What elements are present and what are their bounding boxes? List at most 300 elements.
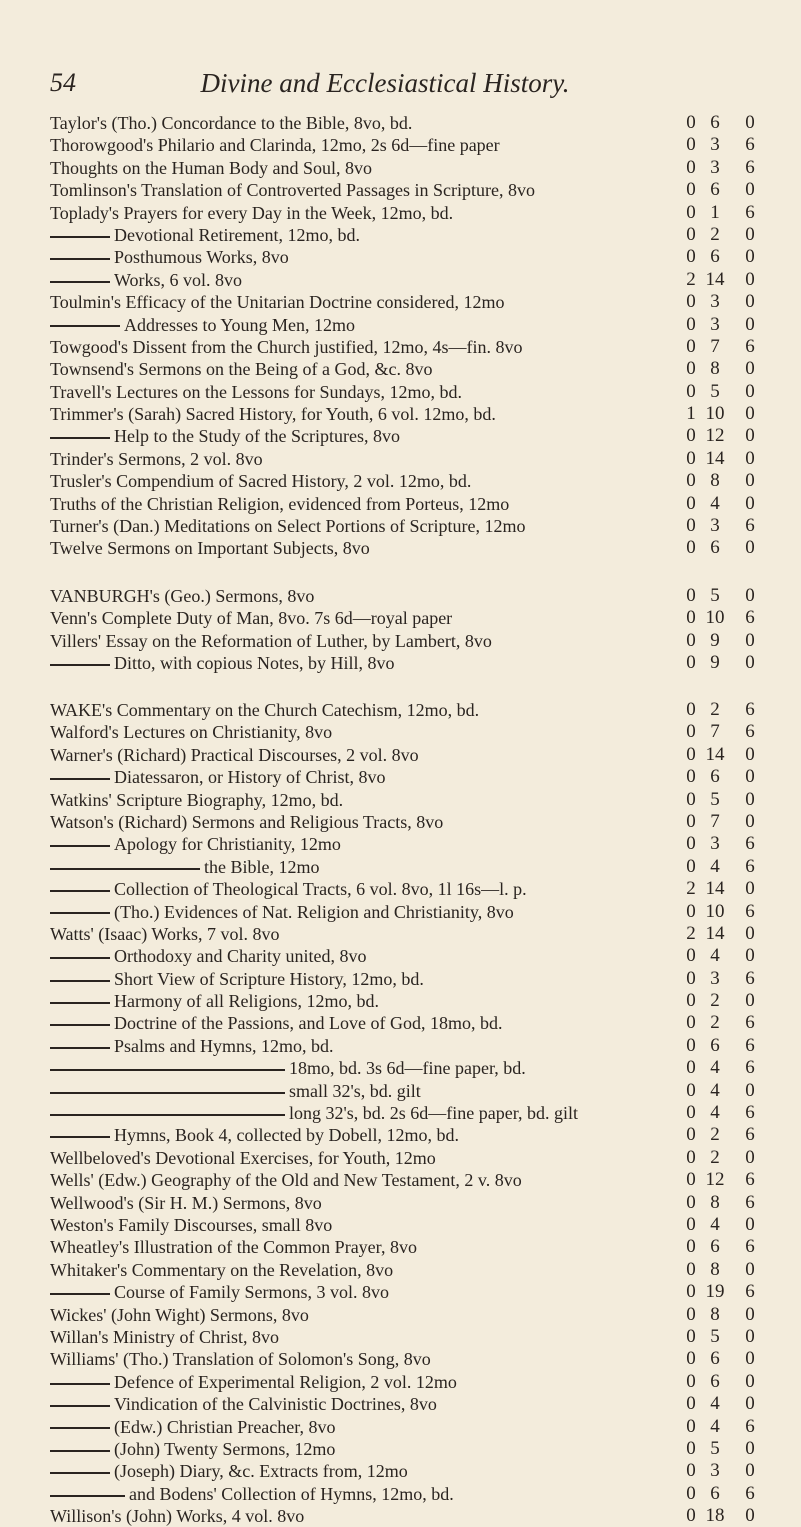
price-shillings: 3 <box>710 1460 720 1482</box>
price-shillings: 3 <box>710 291 720 313</box>
entry-title <box>50 537 646 559</box>
price-pence: 6 <box>745 1102 755 1124</box>
price-shillings: 3 <box>710 515 720 537</box>
price-pounds: 0 <box>686 699 696 720</box>
price-pounds: 0 <box>686 1169 696 1191</box>
price-pence: 0 <box>745 743 755 765</box>
catalogue-entry <box>0 1192 801 1214</box>
ditto-dash <box>50 325 120 327</box>
catalogue-entry <box>0 1124 801 1146</box>
catalogue-entry <box>0 968 801 990</box>
price-shillings: 2 <box>710 1012 720 1034</box>
price-shillings: 6 <box>710 1236 720 1258</box>
price-shillings: 5 <box>710 585 720 606</box>
catalogue-entry <box>0 291 801 313</box>
catalogue-entry <box>0 1236 801 1258</box>
entry-title <box>50 112 646 134</box>
price-pence: 0 <box>745 447 755 469</box>
price-pence: 0 <box>745 470 755 492</box>
price-shillings: 4 <box>710 1057 720 1079</box>
ditto-dash <box>50 281 110 283</box>
price-pence: 0 <box>745 766 755 788</box>
price-pounds: 0 <box>686 1415 696 1437</box>
price-pence: 0 <box>745 945 755 967</box>
entry-title <box>50 448 646 470</box>
price-pence: 6 <box>745 855 755 877</box>
price-pence: 6 <box>745 1057 755 1079</box>
price-pence: 0 <box>745 652 755 674</box>
price-shillings: 2 <box>710 1146 720 1168</box>
entry-title-text: Addresses to Young Men, 12mo <box>124 314 356 335</box>
price-pounds: 0 <box>686 1325 696 1347</box>
entry-title <box>50 425 646 447</box>
price-pence: 0 <box>745 922 755 944</box>
price-pounds: 2 <box>686 268 696 290</box>
price-pounds: 0 <box>686 607 696 629</box>
price-pounds: 0 <box>686 1505 696 1527</box>
ditto-dash <box>50 1383 110 1385</box>
entry-title-text: Willison's (John) Works, 4 vol. 8vo <box>50 1506 305 1527</box>
price-pence: 0 <box>745 112 755 133</box>
price-pounds: 0 <box>686 788 696 810</box>
catalogue-entry <box>0 1080 801 1102</box>
catalogue-entry <box>0 1259 801 1281</box>
entry-title <box>50 630 646 652</box>
catalogue-entry <box>0 811 801 833</box>
entry-title-text: Devotional Retirement, 12mo, bd. <box>114 224 360 245</box>
catalogue-entry <box>0 202 801 224</box>
entry-title-text: WAKE's Commentary on the Church Catechism, 12mo, bd. <box>50 700 480 720</box>
entry-title <box>50 923 646 945</box>
price-pounds: 0 <box>686 1370 696 1392</box>
entry-title-text: the Bible, 12mo <box>204 856 320 877</box>
price-pounds: 0 <box>686 1191 696 1213</box>
price-shillings: 6 <box>710 1348 720 1370</box>
entry-title-text: Wellbeloved's Devotional Exercises, for Youth, 12mo <box>50 1147 436 1168</box>
entry-title-text: Weston's Family Discourses, small 8vo <box>50 1214 333 1235</box>
catalogue-entry <box>0 721 801 743</box>
price-pence: 0 <box>745 403 755 425</box>
entry-title-text: Twelve Sermons on Important Subjects, 8vo <box>50 538 370 559</box>
price-pence: 6 <box>745 1124 755 1146</box>
catalogue-entry <box>0 630 801 652</box>
price-pence: 6 <box>745 1191 755 1213</box>
entry-title <box>50 1438 646 1460</box>
price-pence: 0 <box>745 585 755 606</box>
entry-title-text: Orthodoxy and Charity united, 8vo <box>114 946 367 967</box>
price-shillings: 1 <box>710 201 720 223</box>
catalogue-entry <box>0 1438 801 1460</box>
entry-title-text: Watts' (Isaac) Works, 7 vol. 8vo <box>50 923 280 944</box>
price-pounds: 0 <box>686 1124 696 1146</box>
entry-title-text: Hymns, Book 4, collected by Dobell, 12mo, bd. <box>114 1125 459 1146</box>
entry-title <box>50 157 646 179</box>
price-shillings: 7 <box>710 335 720 357</box>
catalogue-entry <box>0 246 801 268</box>
entry-title <box>50 179 646 201</box>
price-pence: 0 <box>745 246 755 268</box>
entry-title <box>50 1281 646 1303</box>
price-pence: 0 <box>745 1258 755 1280</box>
price-shillings: 2 <box>710 990 720 1012</box>
entry-title-text: Ditto, with copious Notes, by Hill, 8vo <box>114 653 395 674</box>
price-pounds: 0 <box>686 743 696 765</box>
section-w <box>0 699 801 1527</box>
entry-title <box>50 1393 646 1415</box>
ditto-dash <box>50 868 200 870</box>
price-shillings: 8 <box>710 1191 720 1213</box>
ditto-dash <box>50 1114 285 1116</box>
entry-title <box>50 1326 646 1348</box>
catalogue-entry <box>0 1102 801 1124</box>
catalogue-entry <box>0 1012 801 1034</box>
entry-title <box>50 968 646 990</box>
catalogue-entry <box>0 448 801 470</box>
ditto-dash <box>50 236 110 238</box>
entry-title-text: Wellwood's (Sir H. M.) Sermons, 8vo <box>50 1192 322 1213</box>
entry-title-text: Short View of Scripture History, 12mo, bd. <box>114 968 424 989</box>
price-pence: 6 <box>745 967 755 989</box>
entry-title-text: Trinder's Sermons, 2 vol. 8vo <box>50 448 263 469</box>
price-pounds: 0 <box>686 585 696 606</box>
price-shillings: 4 <box>710 1079 720 1101</box>
price-pence: 6 <box>745 335 755 357</box>
catalogue-entry <box>0 990 801 1012</box>
catalogue-entry <box>0 179 801 201</box>
catalogue-entry <box>0 157 801 179</box>
price-shillings: 6 <box>710 246 720 268</box>
price-pence: 0 <box>745 1303 755 1325</box>
ditto-dash <box>50 1069 285 1071</box>
price-shillings: 5 <box>710 380 720 402</box>
catalogue-entry <box>0 224 801 246</box>
price-shillings: 6 <box>710 1370 720 1392</box>
price-pounds: 2 <box>686 922 696 944</box>
price-shillings: 7 <box>710 810 720 832</box>
catalogue-entry <box>0 336 801 358</box>
price-pence: 0 <box>745 810 755 832</box>
entry-title-text: Posthumous Works, 8vo <box>114 247 289 268</box>
price-shillings: 4 <box>710 1415 720 1437</box>
entry-title <box>50 833 646 855</box>
catalogue-entry <box>0 381 801 403</box>
price-pounds: 0 <box>686 1079 696 1101</box>
entry-title-text: Truths of the Christian Religion, evidenced from Porteus, 12mo <box>50 493 510 514</box>
ditto-dash <box>50 1136 110 1138</box>
price-shillings: 3 <box>710 967 720 989</box>
ditto-dash <box>50 890 110 892</box>
catalogue-entry <box>0 493 801 515</box>
price-pounds: 0 <box>686 1236 696 1258</box>
catalogue-entry <box>0 1281 801 1303</box>
price-shillings: 8 <box>710 1258 720 1280</box>
entry-title-text: Works, 6 vol. 8vo <box>114 269 243 290</box>
price-pounds: 0 <box>686 990 696 1012</box>
price-shillings: 4 <box>710 1213 720 1235</box>
entry-title-text: Towgood's Dissent from the Church justified, 12mo, 4s—fin. 8vo <box>50 336 523 357</box>
entry-title <box>50 1416 646 1438</box>
catalogue-entry <box>0 1147 801 1169</box>
entry-title-text: Collection of Theological Tracts, 6 vol. 8vo, 1l 16s—l. p. <box>114 879 527 900</box>
entry-title <box>50 585 646 607</box>
price-shillings: 4 <box>710 855 720 877</box>
price-shillings: 6 <box>710 179 720 201</box>
price-pounds: 0 <box>686 945 696 967</box>
price-pence: 6 <box>745 1169 755 1191</box>
price-pounds: 0 <box>686 425 696 447</box>
price-shillings: 12 <box>705 425 725 447</box>
price-shillings: 12 <box>705 1169 725 1191</box>
entry-title <box>50 744 646 766</box>
price-pence: 6 <box>745 699 755 720</box>
price-pounds: 0 <box>686 1303 696 1325</box>
catalogue-entry <box>0 269 801 291</box>
price-pence: 6 <box>745 721 755 743</box>
entry-title-text: VANBURGH's (Geo.) Sermons, 8vo <box>50 586 315 606</box>
price-pence: 0 <box>745 1348 755 1370</box>
price-shillings: 3 <box>710 313 720 335</box>
price-pence: 6 <box>745 900 755 922</box>
price-pence: 6 <box>745 1034 755 1056</box>
price-pounds: 0 <box>686 1437 696 1459</box>
entry-title-text: Williams' (Tho.) Translation of Solomon's Song, 8vo <box>50 1349 431 1370</box>
price-pounds: 0 <box>686 1012 696 1034</box>
entry-title <box>50 766 646 788</box>
price-pence: 0 <box>745 1393 755 1415</box>
price-pence: 6 <box>745 1012 755 1034</box>
ditto-dash <box>50 1495 125 1497</box>
price-shillings: 5 <box>710 788 720 810</box>
entry-title-text: Course of Family Sermons, 3 vol. 8vo <box>114 1282 389 1303</box>
entry-title <box>50 291 646 313</box>
entry-title-text: Watkins' Scripture Biography, 12mo, bd. <box>50 789 344 810</box>
price-pounds: 0 <box>686 1102 696 1124</box>
entry-title-text: (Edw.) Christian Preacher, 8vo <box>114 1416 336 1437</box>
catalogue-entry <box>0 1326 801 1348</box>
entry-title <box>50 493 646 515</box>
price-pounds: 0 <box>686 313 696 335</box>
entry-title <box>50 202 646 224</box>
entry-title-text: Whitaker's Commentary on the Revelation, 8vo <box>50 1259 394 1280</box>
price-shillings: 7 <box>710 721 720 743</box>
price-pounds: 0 <box>686 223 696 245</box>
entry-title <box>50 990 646 1012</box>
entry-title <box>50 1012 646 1034</box>
ditto-dash <box>50 1092 285 1094</box>
price-pence: 0 <box>745 878 755 900</box>
price-pence: 0 <box>745 380 755 402</box>
entry-title-text: and Bodens' Collection of Hymns, 12mo, bd. <box>129 1483 454 1504</box>
price-pounds: 0 <box>686 335 696 357</box>
price-shillings: 9 <box>710 629 720 651</box>
entry-title <box>50 856 646 878</box>
price-pence: 0 <box>745 291 755 313</box>
price-shillings: 14 <box>705 268 725 290</box>
ditto-dash <box>50 1405 110 1407</box>
catalogue-entry <box>0 537 801 559</box>
entry-title <box>50 878 646 900</box>
catalogue-entry <box>0 699 801 721</box>
price-pounds: 0 <box>686 380 696 402</box>
price-shillings: 9 <box>710 652 720 674</box>
ditto-dash <box>50 1427 110 1429</box>
ditto-dash <box>50 664 110 666</box>
price-pence: 0 <box>745 1213 755 1235</box>
price-shillings: 14 <box>705 743 725 765</box>
price-pence: 6 <box>745 607 755 629</box>
entry-title <box>50 1371 646 1393</box>
catalogue-entry <box>0 1416 801 1438</box>
catalogue-entry <box>0 652 801 674</box>
price-pounds: 0 <box>686 1348 696 1370</box>
catalogue-entry <box>0 585 801 607</box>
entry-title <box>50 336 646 358</box>
price-pounds: 0 <box>686 156 696 178</box>
price-shillings: 8 <box>710 358 720 380</box>
ditto-dash <box>50 1024 110 1026</box>
entry-title-text: Harmony of all Religions, 12mo, bd. <box>114 991 379 1012</box>
catalogue-entry <box>0 1460 801 1482</box>
entry-title <box>50 1057 646 1079</box>
price-pence: 0 <box>745 537 755 559</box>
price-pounds: 0 <box>686 1460 696 1482</box>
ditto-dash <box>50 845 110 847</box>
ditto-dash <box>50 1002 110 1004</box>
entry-title <box>50 1460 646 1482</box>
entry-title-text: Thoughts on the Human Body and Soul, 8vo <box>50 157 372 178</box>
price-shillings: 14 <box>705 447 725 469</box>
entry-title <box>50 811 646 833</box>
entry-title <box>50 1169 646 1191</box>
price-pounds: 0 <box>686 900 696 922</box>
entry-title-text: Watson's (Richard) Sermons and Religious Tracts, 8vo <box>50 811 444 832</box>
section-v <box>0 585 801 675</box>
catalogue-entry <box>0 945 801 967</box>
price-pence: 6 <box>745 201 755 223</box>
page-header <box>0 68 801 104</box>
price-shillings: 10 <box>705 900 725 922</box>
entry-title-text: Doctrine of the Passions, and Love of God, 18mo, bd. <box>114 1013 503 1034</box>
entry-title <box>50 134 646 156</box>
catalogue-entry <box>0 134 801 156</box>
price-pence: 6 <box>745 134 755 156</box>
entry-title <box>50 269 646 291</box>
price-pounds: 0 <box>686 766 696 788</box>
price-shillings: 4 <box>710 1102 720 1124</box>
entry-title-text: Defence of Experimental Religion, 2 vol. 12mo <box>114 1371 457 1392</box>
entry-title-text: Walford's Lectures on Christianity, 8vo <box>50 722 333 743</box>
price-shillings: 14 <box>705 878 725 900</box>
catalogue-entry <box>0 607 801 629</box>
entry-title-text: Wheatley's Illustration of the Common Prayer, 8vo <box>50 1237 417 1258</box>
catalogue-entry <box>0 314 801 336</box>
entry-title-text: Toplady's Prayers for every Day in the Week, 12mo, bd. <box>50 202 454 223</box>
price-pounds: 0 <box>686 358 696 380</box>
price-pounds: 2 <box>686 878 696 900</box>
catalogue-entry <box>0 923 801 945</box>
price-pounds: 0 <box>686 447 696 469</box>
entry-title <box>50 1483 646 1505</box>
entry-title-text: Travell's Lectures on the Lessons for Sundays, 12mo, bd. <box>50 381 463 402</box>
entry-title-text: Psalms and Hymns, 12mo, bd. <box>114 1035 334 1056</box>
price-pounds: 0 <box>686 1281 696 1303</box>
entry-title <box>50 789 646 811</box>
ditto-dash <box>50 1047 110 1049</box>
price-pence: 6 <box>745 833 755 855</box>
price-pounds: 0 <box>686 134 696 156</box>
price-shillings: 5 <box>710 1437 720 1459</box>
price-shillings: 3 <box>710 134 720 156</box>
price-pence: 0 <box>745 788 755 810</box>
catalogue-entry <box>0 1169 801 1191</box>
catalogue-entry <box>0 878 801 900</box>
entry-title-text: Willan's Ministry of Christ, 8vo <box>50 1326 280 1347</box>
catalogue-entry <box>0 112 801 134</box>
entry-title <box>50 1102 646 1124</box>
entry-title <box>50 901 646 923</box>
entry-title-text: Venn's Complete Duty of Man, 8vo. 7s 6d—royal paper <box>50 608 453 629</box>
price-pence: 0 <box>745 425 755 447</box>
entry-title-text: Townsend's Sermons on the Being of a God, &c. 8vo <box>50 359 433 380</box>
price-shillings: 5 <box>710 1325 720 1347</box>
price-pounds: 0 <box>686 1057 696 1079</box>
price-pence: 0 <box>745 223 755 245</box>
price-shillings: 10 <box>705 607 725 629</box>
entry-title-text: Thorowgood's Philario and Clarinda, 12mo, 2s 6d—fine paper <box>50 135 500 156</box>
price-pence: 6 <box>745 156 755 178</box>
price-pence: 0 <box>745 1437 755 1459</box>
price-shillings: 3 <box>710 156 720 178</box>
catalogue-entry <box>0 1214 801 1236</box>
price-pence: 0 <box>745 1505 755 1527</box>
entry-title <box>50 652 646 674</box>
entry-title <box>50 224 646 246</box>
price-pence: 0 <box>745 179 755 201</box>
entry-title <box>50 1505 646 1527</box>
entry-title-text: Diatessaron, or History of Christ, 8vo <box>114 767 386 788</box>
catalogue-entry <box>0 425 801 447</box>
entry-title-text: (John) Twenty Sermons, 12mo <box>114 1438 336 1459</box>
price-shillings: 8 <box>710 1303 720 1325</box>
price-shillings: 2 <box>710 1124 720 1146</box>
price-shillings: 18 <box>705 1505 725 1527</box>
catalogue-entry <box>0 470 801 492</box>
price-pence: 0 <box>745 1370 755 1392</box>
entry-title-text: long 32's, bd. 2s 6d—fine paper, bd. gilt <box>289 1103 578 1124</box>
entry-title <box>50 607 646 629</box>
catalogue-entry <box>0 358 801 380</box>
catalogue-entry <box>0 1348 801 1370</box>
catalogue-entry <box>0 1035 801 1057</box>
price-shillings: 6 <box>710 1482 720 1504</box>
price-shillings: 6 <box>710 537 720 559</box>
price-pounds: 0 <box>686 537 696 559</box>
ditto-dash <box>50 1293 110 1295</box>
entry-title-text: Tomlinson's Translation of Controverted Passages in Scripture, 8vo <box>50 180 535 201</box>
catalogue-entry <box>0 1483 801 1505</box>
price-pounds: 0 <box>686 492 696 514</box>
ditto-dash <box>50 1472 110 1474</box>
price-pounds: 0 <box>686 470 696 492</box>
price-pounds: 0 <box>686 1258 696 1280</box>
page-number: 54 <box>50 68 76 97</box>
price-pounds: 0 <box>686 1146 696 1168</box>
price-pounds: 0 <box>686 855 696 877</box>
price-pounds: 0 <box>686 721 696 743</box>
running-title: Divine and Ecclesiastical History. <box>200 68 570 98</box>
entry-title <box>50 1214 646 1236</box>
price-pence: 0 <box>745 1146 755 1168</box>
